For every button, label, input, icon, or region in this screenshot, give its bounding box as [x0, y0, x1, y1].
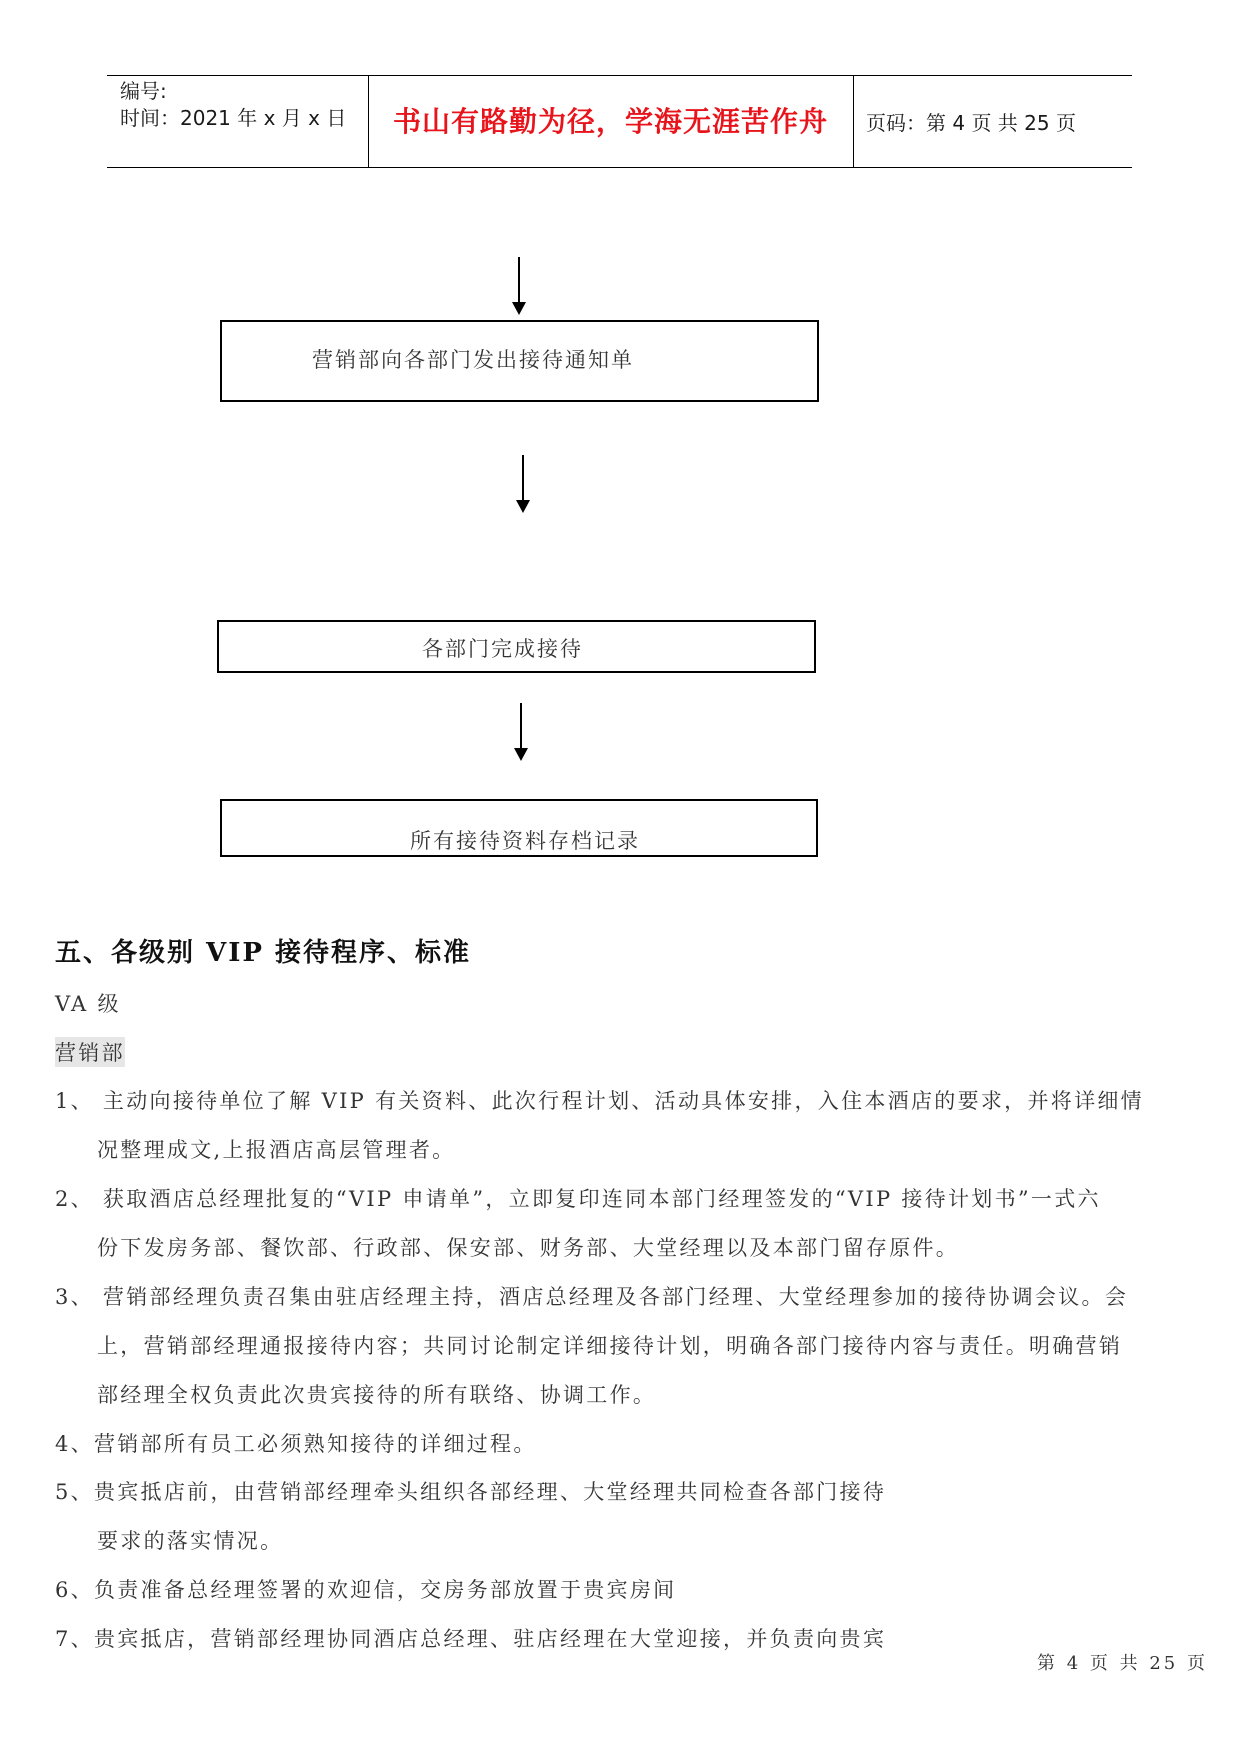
header-info: [120, 78, 346, 132]
item-line-3: 2、 获取酒店总经理批复的“VIP 申请单”，立即复印连同本部门经理签发的“VIP 接待计划书”一式六: [55, 1187, 1101, 1211]
header-bottom-rule: [107, 167, 1132, 168]
item-line-8: 4、营销部所有员工必须熟知接待的详细过程。: [55, 1432, 537, 1456]
flow-arrow-1: [518, 257, 520, 303]
document-date: 时间：2021 年 x 月 x 日: [120, 106, 347, 130]
page-footer: 第 4 页 共 25 页: [1037, 1653, 1208, 1674]
vip-level: VA 级: [55, 992, 121, 1016]
header-motto: 书山有路勤为径，学海无涯苦作舟: [392, 105, 828, 138]
item-line-12: 7、贵宾抵店，营销部经理协同酒店总经理、驻店经理在大堂迎接，并负责向贵宾: [55, 1627, 887, 1651]
document-number-label: 编号:: [120, 79, 167, 103]
item-line-1: 1、 主动向接待单位了解 VIP 有关资料、此次行程计划、活动具体安排，入住本酒店的要求，并将详细情: [55, 1089, 1144, 1113]
item-line-10: 要求的落实情况。: [97, 1529, 284, 1553]
flow-arrow-2: [522, 455, 524, 501]
section-title: 五、各级别 VIP 接待程序、标准: [55, 938, 471, 968]
item-line-6: 上，营销部经理通报接待内容；共同讨论制定详细接待计划，明确各部门接待内容与责任。明确营销: [97, 1334, 1123, 1358]
department-heading: 营销部: [55, 1037, 125, 1067]
header-top-rule: [107, 75, 1132, 76]
item-line-4: 份下发房务部、餐饮部、行政部、保安部、财务部、大堂经理以及本部门留存原件。: [97, 1236, 960, 1260]
flow-box-complete-label: 各部门完成接待: [422, 637, 583, 661]
flow-box-archive-label: 所有接待资料存档记录: [410, 829, 640, 853]
item-line-7: 部经理全权负责此次贵宾接待的所有联络、协调工作。: [97, 1383, 657, 1407]
item-line-2: 况整理成文,上报酒店高层管理者。: [97, 1138, 456, 1162]
item-line-9: 5、贵宾抵店前，由营销部经理牵头组织各部经理、大堂经理共同检查各部门接待: [55, 1480, 887, 1504]
header-divider-right: [853, 75, 854, 167]
flow-box-notify-label: 营销部向各部门发出接待通知单: [312, 348, 634, 372]
flow-arrow-3: [520, 703, 522, 749]
header-page-info: 页码：第 4 页 共 25 页: [866, 111, 1076, 135]
item-line-11: 6、负责准备总经理签署的欢迎信，交房务部放置于贵宾房间: [55, 1578, 677, 1602]
item-line-5: 3、 营销部经理负责召集由驻店经理主持，酒店总经理及各部门经理、大堂经理参加的接待协调会议。会: [55, 1285, 1129, 1309]
